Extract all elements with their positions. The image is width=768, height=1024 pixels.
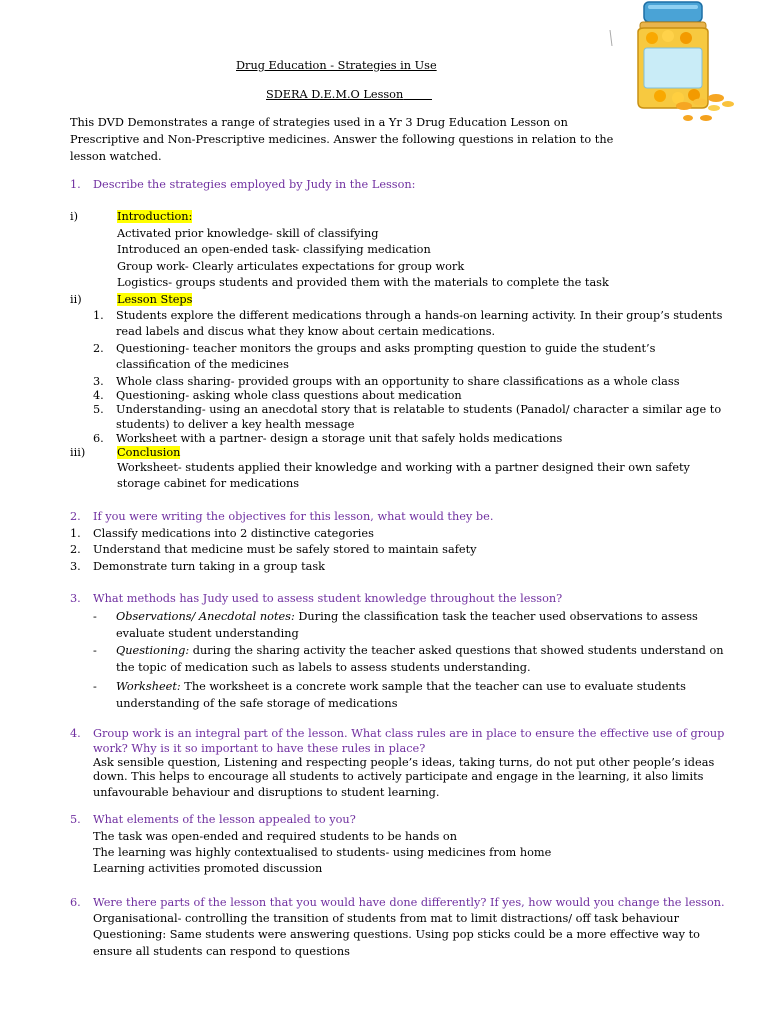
question-6-text: Were there parts of the lesson that you would have done differently? If yes, how would you change the lesson.: [93, 896, 725, 909]
question-2-number: 2.: [70, 510, 81, 523]
question-4-text: work? Why is it so important to have these rules in place?: [93, 742, 426, 755]
section-roman: ii): [70, 293, 82, 306]
question-4-number: 4.: [70, 727, 81, 740]
question-6-number: 6.: [70, 896, 81, 909]
intro-line: lesson watched.: [70, 150, 162, 163]
answer-text: Ask sensible question, Listening and respecting people’s ideas, taking turns, do not put other people’s ideas: [93, 756, 715, 769]
bullet: -: [93, 680, 97, 693]
answer-text: Understand that medicine must be safely stored to maintain safety: [93, 543, 477, 556]
section-roman: iii): [70, 446, 86, 459]
question-5-text: What elements of the lesson appealed to you?: [93, 813, 356, 826]
section-heading-lesson-steps: Lesson Steps: [117, 293, 193, 306]
question-3-number: 3.: [70, 592, 81, 605]
answer-text: unfavourable behaviour and disruptions to student learning.: [93, 786, 440, 799]
answer-text: Worksheet: The worksheet is a concrete work sample that the teacher can use to evaluate students: [116, 680, 686, 693]
step-text: Questioning- teacher monitors the groups and asks prompting question to guide the student’s: [116, 342, 656, 355]
step-text: Worksheet with a partner- design a storage unit that safely holds medications: [116, 432, 563, 445]
answer-text: The learning was highly contextualised to students- using medicines from home: [93, 846, 552, 859]
answer-number: 2.: [70, 543, 81, 556]
question-5-number: 5.: [70, 813, 81, 826]
step-number: 3.: [93, 375, 104, 388]
question-3-text: What methods has Judy used to assess student knowledge throughout the lesson?: [93, 592, 563, 605]
list-item: Worksheet- students applied their knowledge and working with a partner designed their own safety: [117, 461, 690, 474]
answer-text: Questioning: during the sharing activity the teacher asked questions that showed students understand on: [116, 644, 724, 657]
answer-number: 3.: [70, 560, 81, 573]
question-1-text: Describe the strategies employed by Judy in the Lesson:: [93, 178, 416, 191]
step-text: classification of the medicines: [116, 358, 289, 371]
bullet: -: [93, 644, 97, 657]
question-2-text: If you were writing the objectives for this lesson, what would they be.: [93, 510, 494, 523]
document-subtitle: SDERA D.E.M.O Lesson: [266, 88, 404, 101]
step-number: 6.: [93, 432, 104, 445]
list-item: Activated prior knowledge- skill of classifying: [117, 227, 379, 240]
list-item: Logistics- groups students and provided them with the materials to complete the task: [117, 276, 609, 289]
question-4-text: Group work is an integral part of the lesson. What class rules are in place to ensure the effective use of group: [93, 727, 725, 740]
bullet: -: [93, 610, 97, 623]
pill-bottle-icon: [596, 0, 736, 128]
intro-line: Prescriptive and Non-Prescriptive medicines. Answer the following questions in relation to the: [70, 133, 614, 146]
answer-text: Observations/ Anecdotal notes: During the classification task the teacher used observations to assess: [116, 610, 698, 623]
section-roman: i): [70, 210, 79, 223]
answer-text: Demonstrate turn taking in a group task: [93, 560, 325, 573]
answer-text: understanding of the safe storage of medications: [116, 697, 398, 710]
answer-text: The task was open-ended and required students to be hands on: [93, 830, 458, 843]
answer-text: ensure all students can respond to questions: [93, 945, 350, 958]
list-item: storage cabinet for medications: [117, 477, 300, 490]
answer-text: Organisational- controlling the transition of students from mat to limit distractions/ off task behaviour: [93, 912, 679, 925]
step-text: students) to deliver a key health message: [116, 418, 355, 431]
intro-line: This DVD Demonstrates a range of strategies used in a Yr 3 Drug Education Lesson on: [70, 116, 568, 129]
step-number: 2.: [93, 342, 104, 355]
list-item: Group work- Clearly articulates expectations for group work: [117, 260, 465, 273]
step-number: 1.: [93, 309, 104, 322]
answer-text: Questioning: Same students were answering questions. Using pop sticks could be a more effective way to: [93, 928, 700, 941]
step-number: 5.: [93, 403, 104, 416]
answer-number: 1.: [70, 527, 81, 540]
answer-text: down. This helps to encourage all students to actively participate and engage in the learning, it also limits: [93, 770, 704, 783]
step-text: Whole class sharing- provided groups with an opportunity to share classifications as a whole class: [116, 375, 680, 388]
section-heading-introduction: Introduction:: [117, 210, 193, 223]
step-text: Questioning- asking whole class questions about medication: [116, 389, 462, 402]
step-number: 4.: [93, 389, 104, 402]
list-item: Introduced an open-ended task- classifying medication: [117, 243, 431, 256]
document-title: Drug Education - Strategies in Use: [236, 59, 437, 72]
step-text: Understanding- using an anecdotal story that is relatable to students (Panadol/ character a similar age to: [116, 403, 722, 416]
step-text: Students explore the different medications through a hands-on learning activity. In their group’s students: [116, 309, 723, 322]
answer-text: Classify medications into 2 distinctive categories: [93, 527, 374, 540]
answer-text: Learning activities promoted discussion: [93, 862, 323, 875]
step-text: read labels and discus what they know about certain medications.: [116, 325, 496, 338]
section-heading-conclusion: Conclusion: [117, 446, 181, 459]
question-1-number: 1.: [70, 178, 81, 191]
answer-text: evaluate student understanding: [116, 627, 299, 640]
answer-text: the topic of medication such as labels to assess students understanding.: [116, 661, 531, 674]
